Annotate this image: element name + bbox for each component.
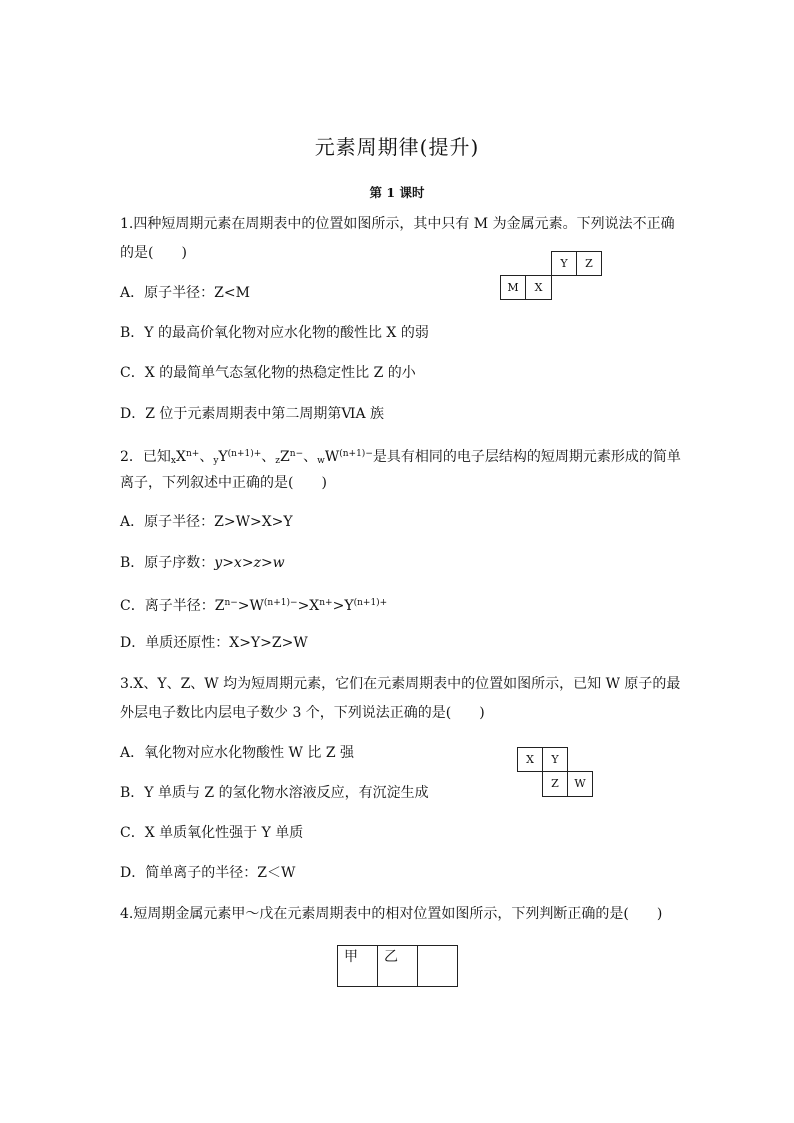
q2-ion4-el: W [324,449,340,465]
q2-sep-2: 、 [261,449,276,465]
q1-cell-x: X [525,275,552,300]
q2-ion3-sub: z [275,456,281,466]
q3-stem-line1: 3.X、Y、Z、W 均为短周期元素，它们在元素周期表中的位置如图所示，已知 W 原子的最 [120,676,681,692]
q4-stem: 4.短周期金属元素甲～戊在元素周期表中的相对位置如图所示，下列判断正确的是( ) [120,906,663,922]
q2-c-x-sup: n+ [319,598,333,608]
q3-stem-line2: 外层电子数比内层电子数少 3 个，下列说法正确的是( ) [120,705,485,721]
q2-c-y: >Y [332,598,354,614]
lesson-subtitle: 第 1 课时 [369,185,425,200]
q2-c-x: >X [297,598,320,614]
q2-option-b-label: B．原子序数： [120,555,215,571]
q2-ion1-el: X [176,449,186,465]
page-title: 元素周期律(提升) [314,135,480,159]
q3-cell-y: Y [542,747,568,772]
q2-option-b-value: y>x>z>w [214,555,285,571]
q2-option-c [120,593,387,616]
q3-cell-x: X [517,747,543,772]
q1-cell-z: Z [576,251,602,276]
q2-c-w-sup: (n+1)− [263,598,298,608]
q2-option-a: A．原子半径：Z>W>X>Y [120,514,293,530]
q3-option-d: D．简单离子的半径：Z＜W [120,865,296,881]
q4-cell-yi: 乙 [377,945,418,987]
q1-option-a: A．原子半径：Z<M [120,285,250,301]
q1-cell-m: M [500,275,526,300]
q2-option-d: D．单质还原性：X>Y>Z>W [120,635,308,651]
q2-c-z-sup: n− [224,598,238,608]
q2-c-y-sup: (n+1)+ [353,598,388,608]
q2-c-z: Z [214,598,225,614]
q2-ion4-sup: (n+1)− [339,449,373,459]
q1-stem-line2: 的是( ) [120,245,187,261]
q3-cell-w: W [567,771,593,797]
q2-ion4-sub: w [317,456,325,466]
q1-option-b: B．Y 的最高价氧化物对应水化物的酸性比 X 的弱 [120,325,429,341]
q3-option-a: A．氧化物对应水化物酸性 W 比 Z 强 [120,745,355,761]
q4-cell-empty [417,945,458,987]
q2-option-c-label: C．离子半径： [120,598,215,614]
q2-ion2-sup: (n+1)+ [227,449,262,459]
q2-c-w: >W [237,598,264,614]
q2-sep-1: 、 [199,449,214,465]
q2-sep-3: 、 [303,449,318,465]
q2-ion1-sup: n+ [185,449,200,459]
q1-stem-line1: 1.四种短周期元素在周期表中的位置如图所示，其中只有 M 为金属元素。下列说法不正确 [120,216,675,232]
q3-option-b: B．Y 单质与 Z 的氢化物水溶液反应，有沉淀生成 [120,785,429,801]
q2-option-b [120,553,285,573]
q2-stem-suffix: 是具有相同的电子层结构的短周期元素形成的简单 [372,449,681,465]
q2-stem-line2: 离子，下列叙述中正确的是( ) [120,475,327,491]
q2-ion2-el: Y [218,449,228,465]
q2-ion3-el: Z [280,449,290,465]
q3-option-c: C．X 单质氧化性强于 Y 单质 [120,825,304,841]
q4-cell-jia: 甲 [337,945,378,987]
q2-stem-prefix: 2．已知 [120,449,171,465]
q2-ion2-sub: y [213,456,219,466]
q3-cell-z: Z [542,771,568,797]
q1-cell-y: Y [551,251,577,276]
q1-option-d: D．Z 位于元素周期表中第二周期第ⅥA 族 [120,406,385,422]
q2-ion1-sub: x [170,456,176,466]
q1-option-c: C．X 的最简单气态氢化物的热稳定性比 Z 的小 [120,365,416,381]
q2-stem-line1 [120,444,681,471]
q2-ion3-sup: n− [289,449,304,459]
